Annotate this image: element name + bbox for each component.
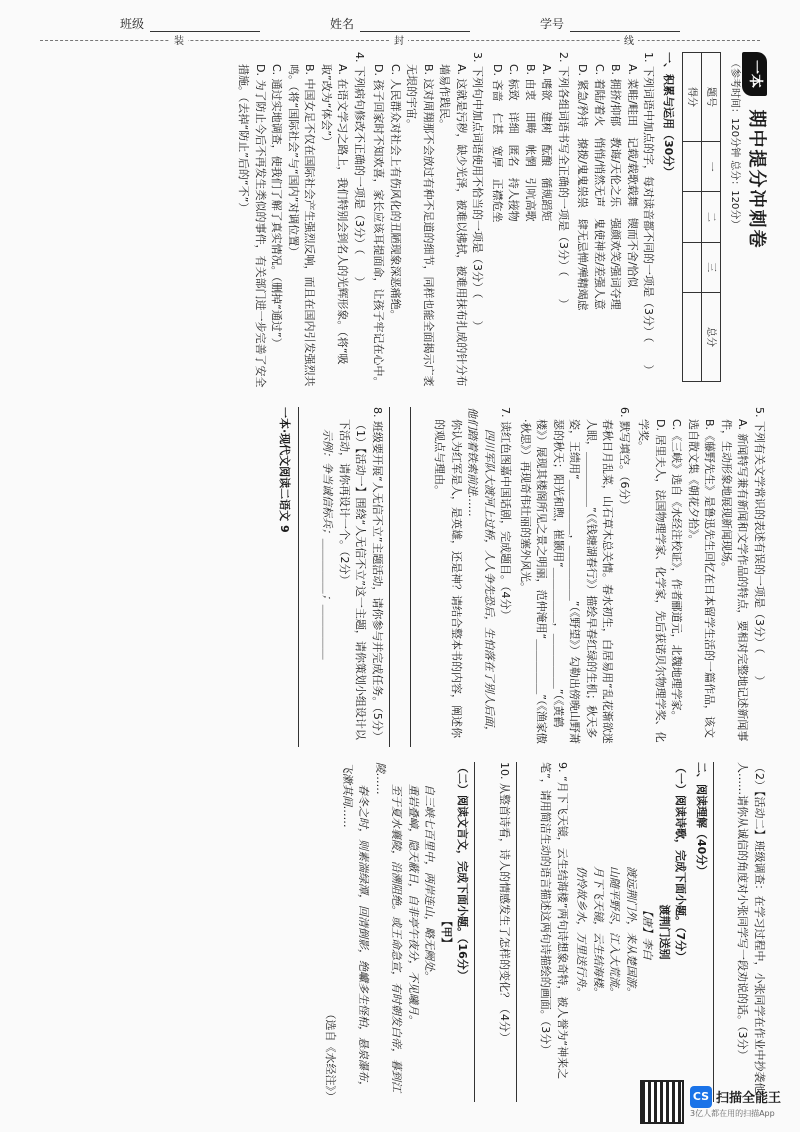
- classical-text-line: 重岩叠嶂，隐天蔽日，自非亭午夜分，不见曦月。: [407, 784, 420, 1026]
- score-cell[interactable]: [683, 242, 702, 292]
- rotated-exam-sheet: [30, 52, 770, 1102]
- question-prompt: 你认为红军是人，是英雄，还是神？请结合整本书的内容，阐述你的观点与理由。: [433, 419, 463, 738]
- option: B.《藤野先生》是鲁迅先生回忆在日本留学生活的一篇作品，该文选自散文集《朝花夕拾》。: [687, 419, 717, 739]
- option: D. 居里夫人，法国物理学家、化学家，先后获诺贝尔物理学奖、化学奖。: [637, 419, 667, 743]
- question-stem: 5. 下列有关文学常识的表述有误的一项是（3分）（ ）: [753, 407, 766, 687]
- seal-char-middle: 封: [390, 32, 408, 47]
- question-6: [517, 407, 633, 747]
- score-header-cell: 题号: [702, 53, 721, 142]
- name-field: [330, 10, 470, 32]
- option: A. 在语文学习之路上，我们特别会到名人的光辉形象。（将“吸取”改为“体会”）: [320, 64, 350, 365]
- question-8-part-2: （2）【活动二】班级调查：在学习过程中，小张同学在作业中抄袭他人……请你从诚信的角度对小张同学写一段劝说的话。（3分）: [736, 762, 766, 1094]
- question-7: [389, 407, 514, 747]
- poem-author: 【唐】李白: [641, 904, 655, 960]
- classical-text-line: 自三峡七百里中，两岸连山，略无阙处。: [423, 784, 437, 982]
- option: B. 这对周翔那不会放过有种不足道的细节，同样也能全面揭示广袤无垠的宇宙。: [405, 64, 435, 387]
- score-cell[interactable]: [683, 142, 702, 192]
- name-label: 姓名: [329, 17, 354, 31]
- question-1: [574, 52, 657, 392]
- option: C. 通过实地调查，使我们了解了真实情况。（删掉“通过”）: [270, 64, 284, 349]
- score-table: [682, 52, 721, 382]
- option: D. 为了防止今后不再发生类似的事件，有关部门进一步完善了安全措施。（去掉“防止”后的“不”）: [237, 64, 267, 388]
- score-header-cell: 总分: [702, 292, 721, 381]
- score-cell[interactable]: [683, 192, 702, 242]
- option: A. 菜畦/畦田 记载/载歌载舞 锲而不舍/恰似: [626, 64, 639, 288]
- text-label: 【甲】: [440, 915, 453, 949]
- option: D. 紧急/矜持 撩拨/鬼鬼祟祟 肆无忌惮/殚精竭虑: [576, 64, 590, 311]
- poem-line: 山随平野尽，江入大荒流。: [608, 866, 622, 998]
- option: D. 吝啬 仁甚 宽厚 正襟危坐: [491, 64, 504, 223]
- question-stem: 6. 默写填空。（6分）: [618, 407, 631, 511]
- classical-text-line: 春冬之时，则素湍绿潭，回清倒影，绝巘多生怪柏，悬泉瀑布，飞漱其间……: [341, 762, 371, 1092]
- scanner-watermark: [640, 1080, 790, 1124]
- qr-code-icon[interactable]: [640, 1080, 684, 1124]
- column-3: [30, 762, 770, 1102]
- seal-char-left: 装: [170, 32, 188, 47]
- section-1-heading: 一、积累与运用（30分）: [662, 52, 675, 178]
- fill-in-passage[interactable]: 春秋日月乱菜，山石草木总关情。春水初生，白居易用“乱花渐欲迷人眼，＿＿＿＿＿”（《钱塘湖春行》）描绘早春红绿的生机；秋天多姿，王绩用“＿＿＿＿＿，＿＿＿＿＿”（《野望》）勾勒出傍晚山野萧瑟的秋天；阳光和煦，崔颢用“＿＿＿＿＿，＿＿＿＿＿”（《黄鹤楼》）展现其楼阁所见之景之明丽，范仲淹用“＿＿＿＿＿”（《渔家傲·秋思》）再现奇伟壮丽的塞外风光。: [519, 419, 615, 744]
- question-5: [635, 407, 767, 747]
- question-stem: 3. 下列句中加点词语使用不恰当的一项是（3分）（ ）: [471, 52, 485, 332]
- question-4: [235, 52, 367, 392]
- option: C. 人民群众对社会上有伤风化的丑陋现象深恶痛绝。: [389, 64, 402, 321]
- poem-title: 渡荆门送别: [658, 904, 671, 960]
- yiben-badge: 一本: [742, 52, 767, 96]
- classical-text-line: 至于夏水襄陵，沿溯阻绝。或王命急宣，有时朝发白帝，暮到江陵……: [374, 762, 404, 1092]
- score-row-label: 得分: [683, 53, 702, 142]
- watermark-app-name: 扫描全能王: [716, 1091, 782, 1106]
- option: B. 中国女足不仅在国际社会产生强烈反响，而且在国内引发强烈共鸣。（将“国际社会”与“国内”对调位置）: [287, 64, 317, 387]
- option: A. 这就是污秽，缺少光泽，被难以拂拭，被难用抹布扎成的针分布墙易作践民。: [438, 64, 468, 387]
- class-label: 班级: [120, 17, 145, 31]
- exam-subtitle: （参考时间：120分钟 总分：120分）: [729, 58, 740, 230]
- answer-line[interactable]: [389, 407, 406, 747]
- camscanner-logo-icon: CS: [690, 1086, 712, 1108]
- id-field: [540, 10, 680, 32]
- exam-header: [742, 52, 770, 392]
- quote-passage: 四川军队大渡河上过桥，人人争先恐后，生怕落在了别人后面，他们踏着铁索前进……: [466, 407, 496, 737]
- class-field: [120, 10, 260, 32]
- name-input-line[interactable]: [360, 17, 470, 32]
- page-footer: 一本·现代文阅读二语文 9: [278, 407, 291, 533]
- exam-title: 期中提分冲刺卷: [746, 109, 767, 250]
- student-info-row: [120, 10, 680, 32]
- option: B. 由衷 田畴 帐惘 引吭高歌: [524, 64, 537, 222]
- question-stem: 8. 班级要开展“人无信不立”主题活动，请你参与并完成任务。（5分）: [371, 407, 384, 742]
- option: B. 拥挤/抑郁 教诲/天伦之乐 强颜欢笑/强词夺理: [609, 64, 623, 310]
- option: D. 孩子回家时不知欢喜，家长应该耳提面命，让孩子牢记在心中。: [372, 64, 386, 388]
- text-source: （选自《水经注》）: [324, 1008, 338, 1102]
- watermark-tagline: 3亿人都在用的扫描App: [690, 1108, 775, 1118]
- poem-line: 渡远荆门外，来从楚国游。: [625, 866, 638, 998]
- option: C. 标致 详细 匿名 持人接物: [507, 64, 521, 222]
- answer-line[interactable]: [298, 407, 315, 747]
- question-8: [298, 407, 385, 747]
- question-10: 10. 从整首诗看，诗人的情感发生了怎样的变化？（4分）: [498, 762, 511, 1043]
- seal-char-right: 线: [620, 32, 638, 47]
- id-input-line[interactable]: [570, 17, 680, 32]
- question-stem: 2. 下列各组词语书写全正确的一项是（3分）（ ）: [557, 52, 570, 310]
- answer-line[interactable]: [475, 762, 492, 1102]
- sample-text: 示例：争当诚信标兵；＿＿＿＿＿；＿＿＿＿＿: [321, 429, 335, 660]
- section-2-heading: 二、阅读理解（40分）: [695, 762, 708, 877]
- question-stem: 4. 下列病句修改不正确的一项是（3分）（ ）: [353, 52, 366, 288]
- question-stem: 1. 下列词语中加点的字，每对读音都不同的一项是（3分）（ ）: [642, 52, 656, 376]
- poem-line: 仍怜故乡水，万里送行舟。: [575, 866, 589, 998]
- poem-line: 月下飞天镜，云生结海楼。: [592, 866, 605, 998]
- answer-line[interactable]: [713, 762, 730, 1102]
- question-2: [489, 52, 572, 392]
- answer-line[interactable]: [410, 407, 427, 747]
- poem-section-heading: （一）阅读诗歌，完成下面小题。（7分）: [674, 762, 688, 963]
- question-9: 9. “月下飞天镜，云生结海楼”两句诗想象奇特，被人誉为“神来之笔”，请用简洁生动的语言描述这两句诗描绘的画面。（3分）: [539, 762, 569, 1080]
- id-label: 学号: [539, 17, 564, 31]
- class-input-line[interactable]: [150, 17, 260, 32]
- option: A. 嗜欲 建树 酝酿 循规蹈矩: [540, 64, 554, 222]
- seal-line: [40, 32, 760, 48]
- option: C. 着陆/着火 悄悄/悄然无声 鬼使神差/差强人意: [593, 64, 606, 310]
- answer-line[interactable]: [516, 762, 533, 1102]
- column-2: [30, 407, 770, 747]
- classical-section-heading: （二）阅读文言文，完成下面小题。（16分）: [456, 762, 470, 981]
- score-header-cell: 一: [702, 142, 721, 192]
- option: C.《三峡》选自《水经注校证》，作者郦道元，北魏地理学家。: [670, 419, 684, 722]
- watermark-brand: [690, 1086, 781, 1108]
- score-cell[interactable]: [683, 292, 702, 381]
- question-3: [370, 52, 486, 392]
- task-1: （1）【活动一】围绕“人无信不立”这一主题，请你策划小组设计以下活动，请你再设计一个。（2分）: [338, 419, 368, 740]
- score-header-cell: 二: [702, 192, 721, 242]
- question-stem: 7. 读红色图嘉中国话剧，完成题目。（4分）: [499, 407, 513, 621]
- score-header-cell: 三: [702, 242, 721, 292]
- option: A. 新闻特写兼有新闻和文学作品的特点，要相对完整地记述新闻事件，生动形象地展现新闻现场。: [720, 419, 750, 742]
- column-1: [30, 52, 770, 392]
